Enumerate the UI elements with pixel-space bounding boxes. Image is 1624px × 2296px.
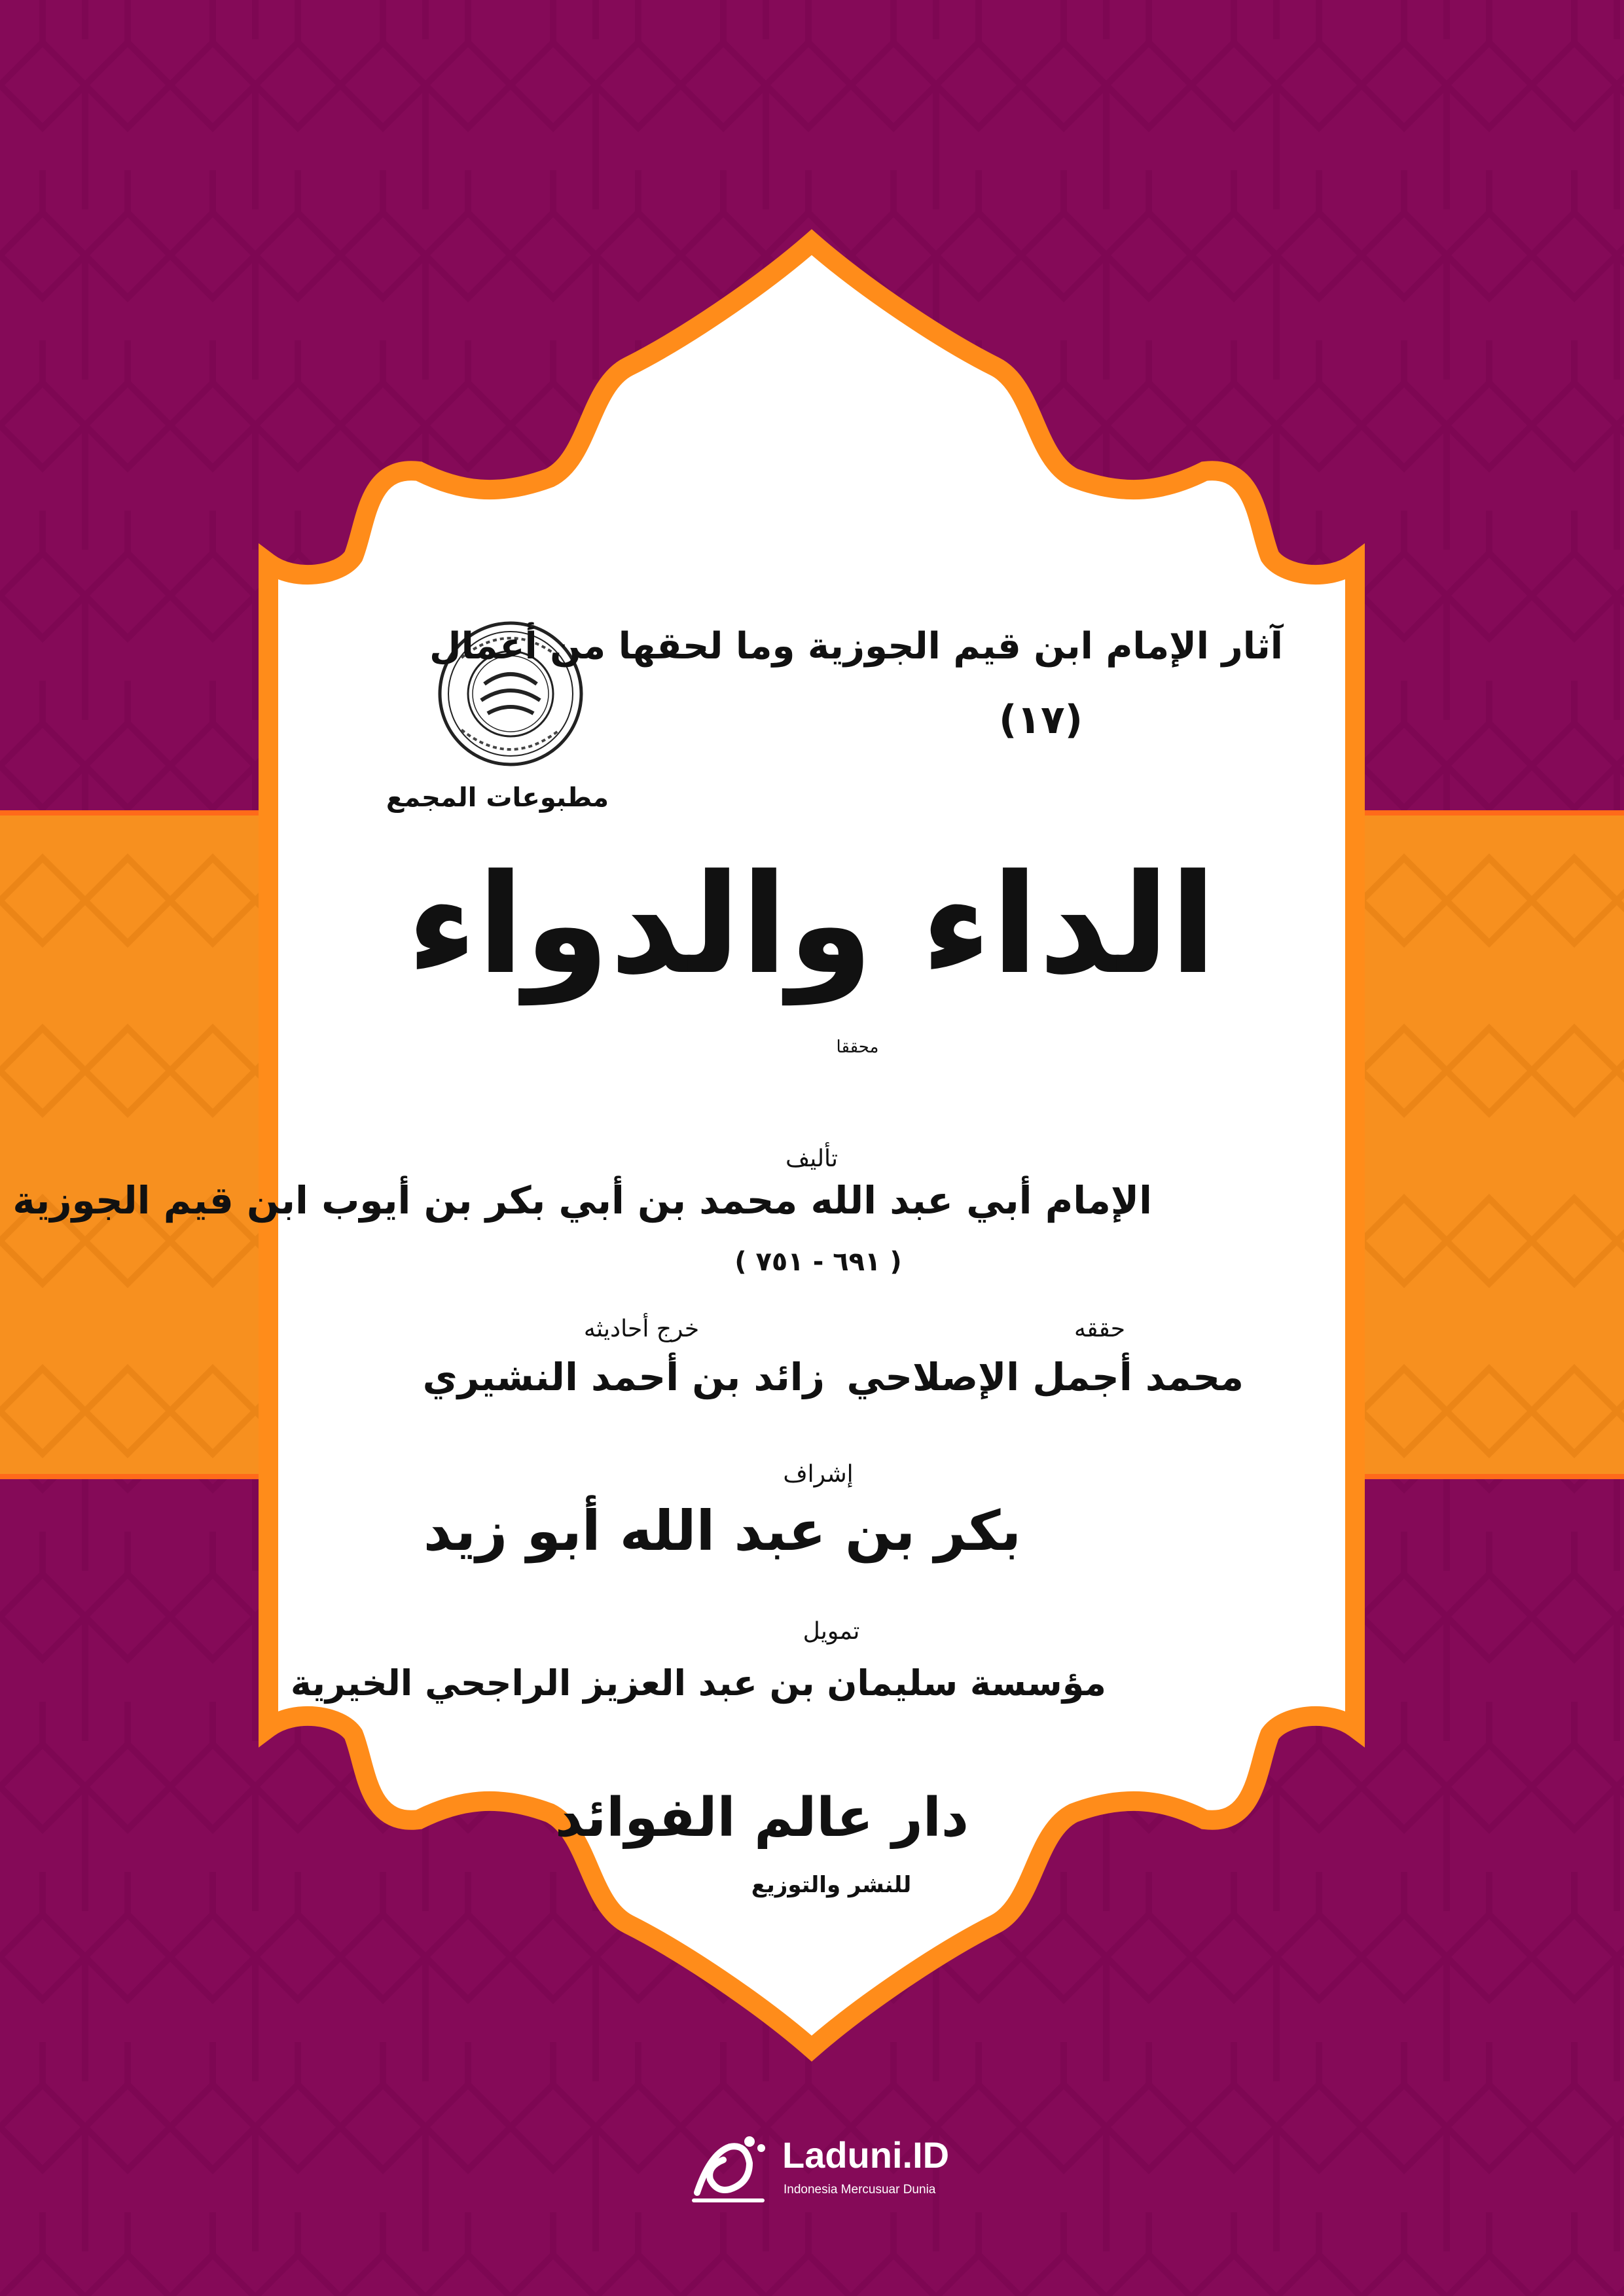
hadith-verifier-label: خرج أحاديثه	[583, 1316, 700, 1342]
supervisor-name: بكر بن عبد الله أبو زيد	[423, 1499, 1021, 1563]
publisher-name: دار عالم الفوائد	[555, 1787, 969, 1849]
funding-name: مؤسسة سليمان بن عبد العزيز الراجحي الخيرية	[290, 1662, 1106, 1704]
title-annotation: محققا	[836, 1037, 879, 1057]
author-name: الإمام أبي عبد الله محمد بن أبي بكر بن أيوب ابن قيم الجوزية	[12, 1178, 1152, 1223]
series-title: آثار الإمام ابن قيم الجوزية وما لحقها من أعمال	[429, 625, 1283, 668]
editor-name: محمد أجمل الإصلاحي	[846, 1355, 1244, 1399]
author-dates: ( ٦٩١ - ٧٥١ )	[734, 1247, 902, 1277]
watermark-brand: Laduni.ID	[782, 2134, 950, 2176]
supervisor-label: إشراف	[783, 1461, 854, 1488]
laduni-watermark	[684, 2127, 959, 2212]
book-title: الداء والدواء	[406, 844, 1217, 1005]
publisher-subtitle: للنشر والتوزيع	[751, 1872, 912, 1898]
funding-label: تمويل	[803, 1618, 860, 1645]
watermark-tagline: Indonesia Mercusuar Dunia	[784, 2183, 936, 2197]
laduni-logo-icon	[684, 2127, 776, 2212]
author-label: تأليف	[785, 1145, 839, 1172]
seal-caption: مطبوعات المجمع	[386, 783, 609, 813]
hadith-verifier-name: زائد بن أحمد النشيري	[422, 1355, 825, 1399]
volume-number: (١٧)	[998, 697, 1083, 743]
editor-label: حققه	[1074, 1316, 1125, 1342]
